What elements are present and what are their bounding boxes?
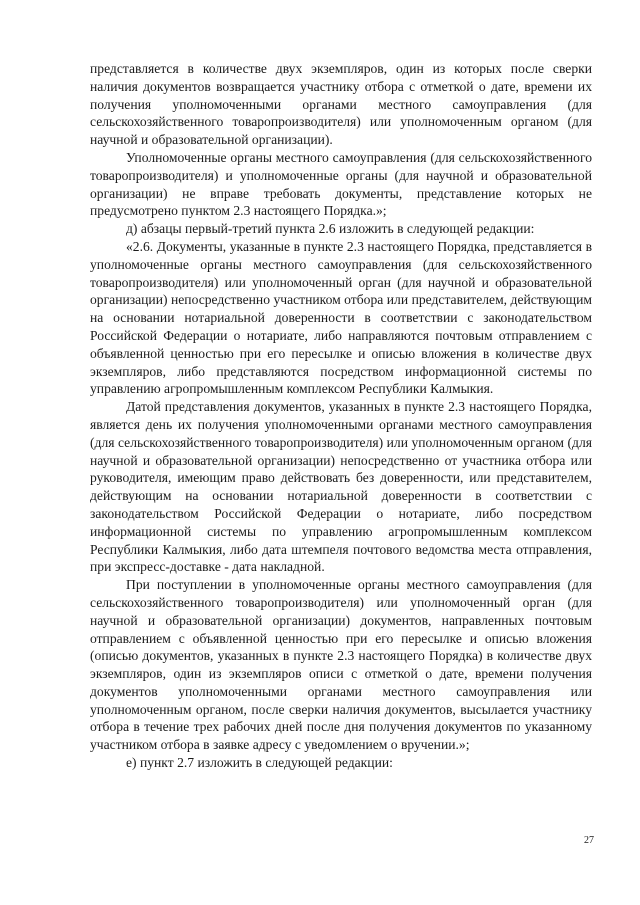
paragraph-clause-2-6: «2.6. Документы, указанные в пункте 2.3 настоящего Порядка, представляется в уполномоченные органы местного самоуправления (для сельскохозяйственного товаропроизводителя) или уполномоченный орган (для научной и образовательной организации) непосредственно участником отбора или представителем, действующим на основании нотариальной доверенности в соответствии с законодательством Российской Федерации о нотариате, либо направляются почтовым отправлением с объявленной ценностью при его пересылке и описью вложения в количестве двух экземпляров, либо представляются посредством информационной системы по управлению агропромышленным комплексом Республики Калмыкия. [90,238,592,397]
paragraph-postal-receipt: При поступлении в уполномоченные органы местного самоуправления (для сельскохозяйственного товаропроизводителя) или уполномоченный орган (для научной и образовательной организации) документов, направленных почтовым отправлением с объявленной ценностью при его пересылке и описью вложения (описью документов, указанных в пункте 2.3 настоящего Порядка) в количестве двух экземпляров, один из экземпляров описи с отметкой о дате, времени получения документов уполномоченными органами местного самоуправления или уполномоченным органом, после сверки наличия документов, высылается участнику отбора в течение трех рабочих дней после дня получения документов по указанному участником отбора в заявке адресу с уведомлением о вручении.»; [90,577,592,753]
page-number: 27 [584,835,594,846]
document-page [90,60,592,772]
paragraph-amendment-d: д) абзацы первый-третий пункта 2.6 изложить в следующей редакции: [126,221,535,237]
paragraph-continuation: представляется в количестве двух экземпляров, один из которых после сверки наличия документов возвращается участнику отбора с отметкой о дате, времени их получения уполномоченными органами местного самоуправления (для сельскохозяйственного товаропроизводителя) или уполномоченным органом (для научной и образовательной организации). [90,61,592,148]
paragraph-authorities-restriction: Уполномоченные органы местного самоуправления (для сельскохозяйственного товаропроизводителя) и уполномоченные органы (для научной и образовательной организации) не вправе требовать документы, представление которых не предусмотрено пунктом 2.3 настоящего Порядка.»; [90,149,592,219]
paragraph-amendment-e: е) пункт 2.7 изложить в следующей редакции: [126,755,393,771]
paragraph-submission-date: Датой представления документов, указанных в пункте 2.3 настоящего Порядка, является день их получения уполномоченными органами местного самоуправления (для сельскохозяйственного товаропроизводителя) или уполномоченным органом (для научной и образовательной организации) непосредственно от участника отбора или руководителя, имеющим право действовать без доверенности, или представителем, действующим на основании нотариальной доверенности в соответствии с законодательством Российской Федерации о нотариате, либо посредством информационной системы по управлению агропромышленным комплексом Республики Калмыкия, либо дата штемпеля почтового ведомства места отправления, при экспресс-доставке - дата накладной. [90,399,592,575]
